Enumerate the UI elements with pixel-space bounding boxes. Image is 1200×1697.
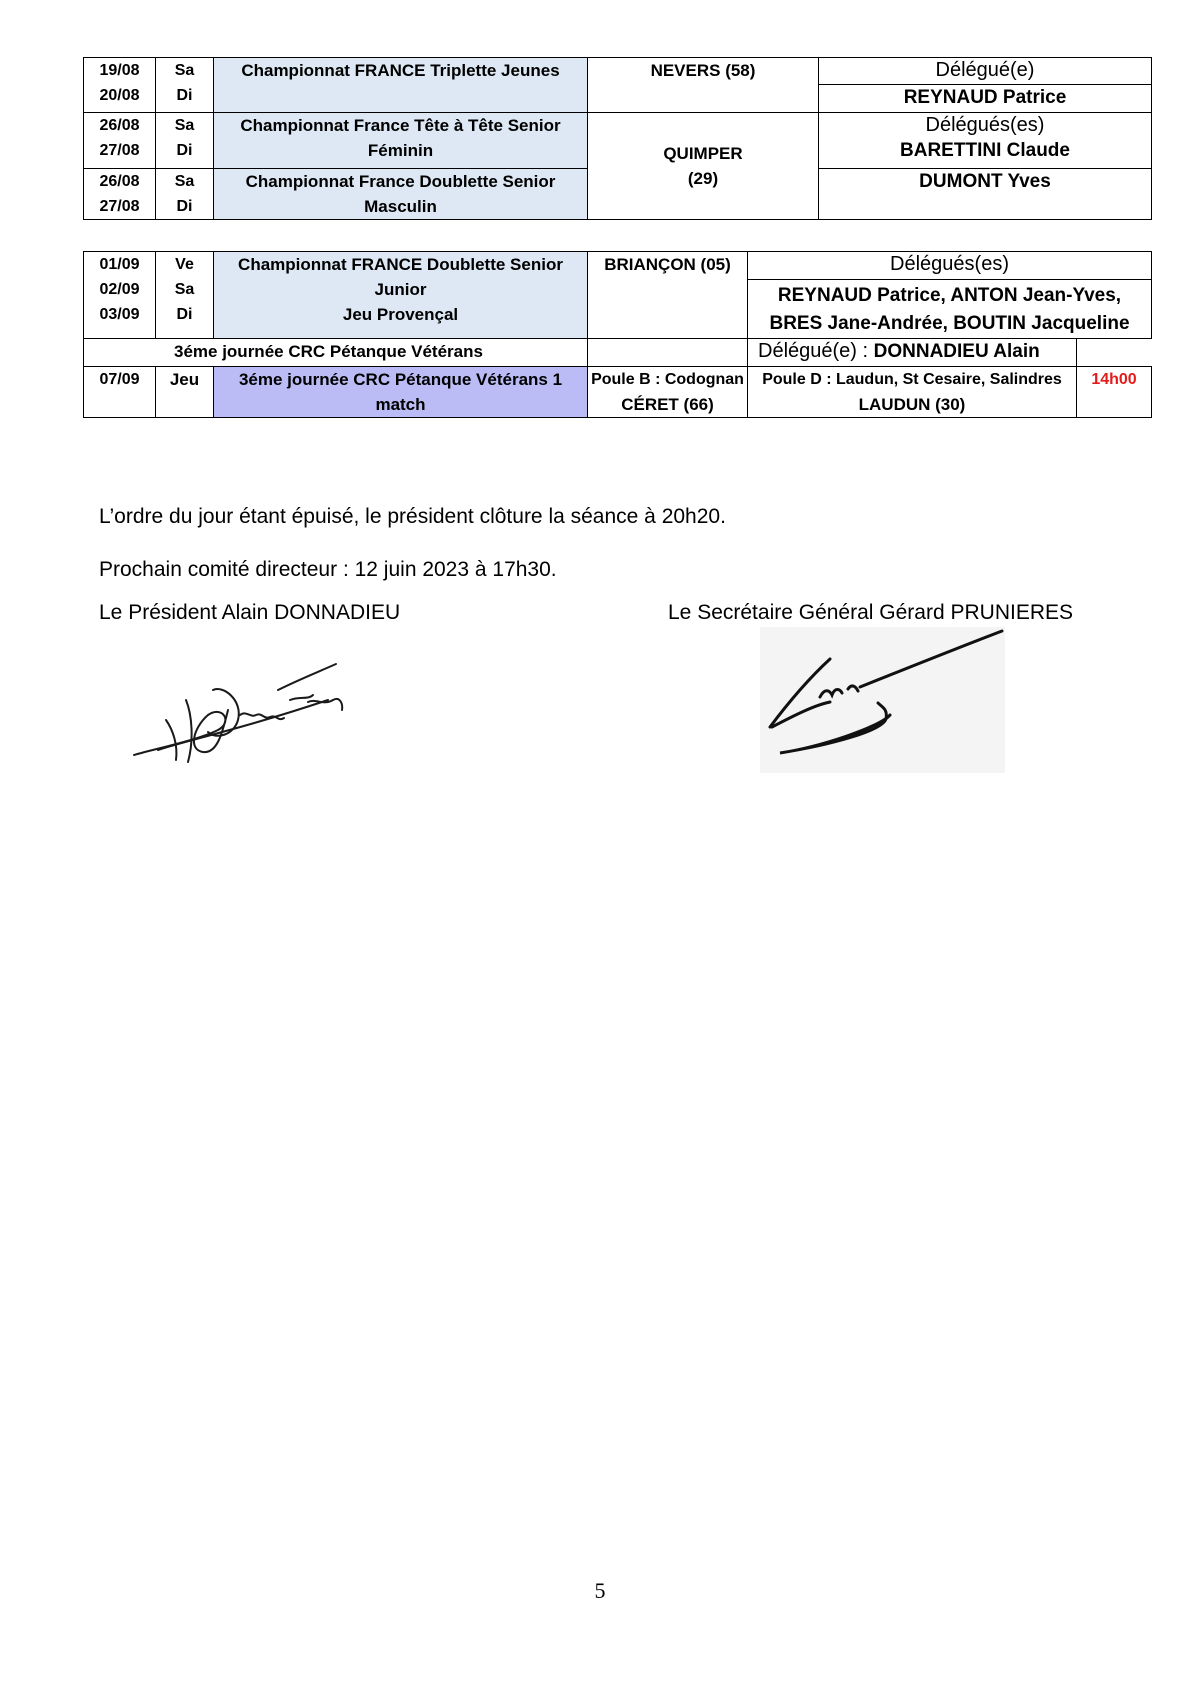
closing-statement: L’ordre du jour étant épuisé, le président clôture la séance à 20h20. — [99, 505, 726, 528]
poule-d-cell: Poule D : Laudun, St Cesaire, Salindres LAUDUN (30) — [748, 367, 1077, 418]
next-meeting: Prochain comité directeur : 12 juin 2023 à 17h30. — [99, 558, 557, 581]
secretary-signature-scan — [760, 627, 1005, 773]
date-cell: 07/09 — [84, 367, 156, 418]
place-cell: QUIMPER (29) — [588, 113, 819, 220]
event-cell: Championnat FRANCE Doublette Senior Junior Jeu Provençal — [214, 252, 588, 339]
delegate-names: REYNAUD Patrice, ANTON Jean-Yves, BRES Jane-Andrée, BOUTIN Jacqueline — [748, 280, 1152, 339]
place-cell: NEVERS (58) — [588, 58, 819, 113]
place-cell: BRIANÇON (05) — [588, 252, 748, 339]
empty-cell — [1077, 339, 1152, 367]
date-cell: 19/08 20/08 — [84, 58, 156, 113]
event-cell: 3éme journée CRC Pétanque Vétérans 1 match — [214, 367, 588, 418]
event-cell: Championnat France Tête à Tête Senior Féminin — [214, 113, 588, 169]
delegate-label: Délégué(e) — [819, 58, 1152, 85]
secretary-signature-label: Le Secrétaire Général Gérard PRUNIERES — [668, 601, 1073, 624]
day-cell: Jeu — [156, 367, 214, 418]
page-number: 5 — [594, 1578, 606, 1603]
day-cell: Sa Di — [156, 58, 214, 113]
delegate-label: Délégués(es) — [748, 252, 1152, 280]
day-cell: Sa Di — [156, 169, 214, 220]
time-cell: 14h00 — [1077, 367, 1152, 418]
event-cell: Championnat FRANCE Triplette Jeunes — [214, 58, 588, 113]
date-cell: 26/08 27/08 — [84, 169, 156, 220]
day-cell: Ve Sa Di — [156, 252, 214, 339]
crc-title-cell: 3éme journée CRC Pétanque Vétérans — [84, 339, 588, 367]
empty-cell — [588, 339, 748, 367]
delegate-cell: Délégués(es) BARETTINI Claude — [819, 113, 1152, 169]
date-cell: 01/09 02/09 03/09 — [84, 252, 156, 339]
event-cell: Championnat France Doublette Senior Masculin — [214, 169, 588, 220]
day-cell: Sa Di — [156, 113, 214, 169]
president-signature-label: Le Président Alain DONNADIEU — [99, 601, 401, 624]
date-cell: 26/08 27/08 — [84, 113, 156, 169]
schedule-table-september — [83, 251, 1152, 418]
president-signature — [128, 660, 348, 770]
delegate-name: DUMONT Yves — [819, 169, 1152, 220]
poule-b-cell: Poule B : Codognan CÉRET (66) — [588, 367, 748, 418]
delegate-cell: Délégué(e) : DONNADIEU Alain — [748, 339, 1077, 367]
delegate-name: REYNAUD Patrice — [819, 85, 1152, 113]
schedule-table-august — [83, 57, 1152, 220]
